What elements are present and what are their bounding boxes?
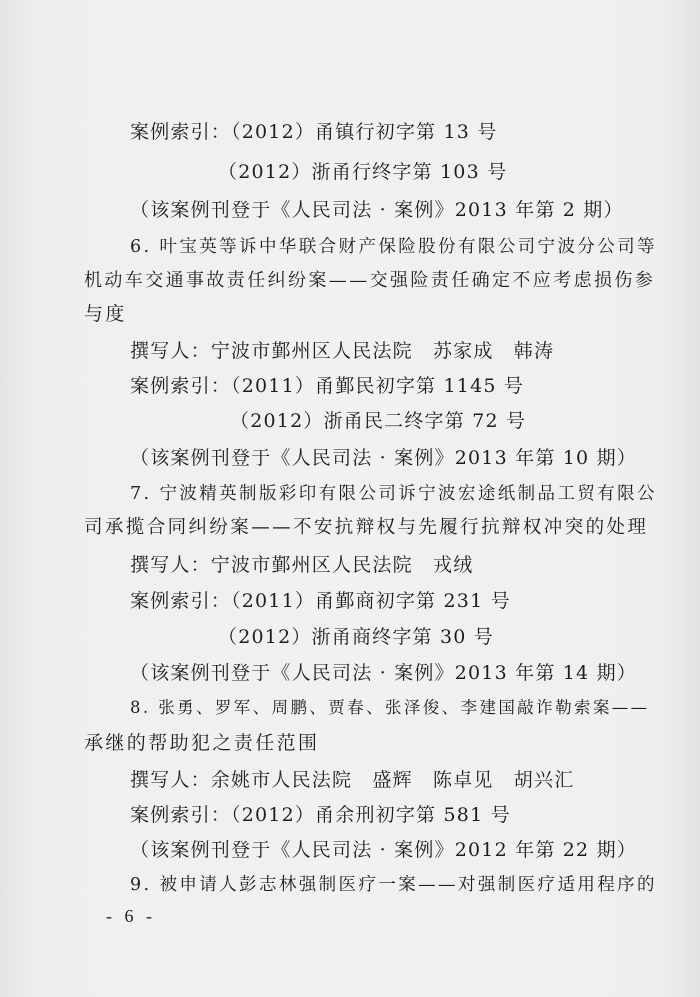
case-index-line: （2012）浙甬民二终字第 72 号	[230, 410, 527, 432]
publication-note: （该案例刊登于《人民司法 · 案例》2013 年第 2 期）	[130, 199, 624, 221]
publication-note: （该案例刊登于《人民司法 · 案例》2013 年第 14 期）	[130, 662, 637, 684]
case-title-line: 承继的帮助犯之责任范围	[84, 732, 320, 754]
case-index-line: 案例索引：（2011）甬鄞民初字第 1145 号	[130, 375, 525, 397]
case-index-line: （2012）浙甬商终字第 30 号	[218, 626, 495, 648]
case-title-line: 6. 叶宝英等诉中华联合财产保险股份有限公司宁波分公司等	[130, 237, 657, 257]
publication-note: （该案例刊登于《人民司法 · 案例》2012 年第 22 期）	[130, 839, 637, 861]
case-title-line: 机动车交通事故责任纠纷案——交强险责任确定不应考虑损伤参	[84, 270, 656, 291]
author-line: 撰写人：宁波市鄞州区人民法院 苏家成 韩涛	[130, 340, 555, 362]
publication-note: （该案例刊登于《人民司法 · 案例》2013 年第 10 期）	[130, 447, 637, 469]
case-index-line: 案例索引：（2012）甬余刑初字第 581 号	[130, 804, 511, 826]
case-index-line: 案例索引：（2012）甬镇行初字第 13 号	[130, 121, 498, 143]
case-title-line: 7. 宁波精英制版彩印有限公司诉宁波宏途纸制品工贸有限公	[130, 484, 657, 504]
case-title-line: 8. 张勇、罗军、周鹏、贾春、张泽俊、李建国敲诈勒索案——	[130, 698, 650, 717]
case-title-line: 司承揽合同纠纷案——不安抗辩权与先履行抗辩权冲突的处理	[84, 517, 649, 538]
case-index-line: （2012）浙甬行终字第 103 号	[218, 161, 508, 183]
case-title-line: 9. 被申请人彭志林强制医疗一案——对强制医疗适用程序的	[130, 875, 657, 895]
page-number: - 6 -	[106, 906, 156, 926]
author-line: 撰写人：余姚市人民法院 盛辉 陈卓见 胡兴汇	[130, 769, 575, 791]
author-line: 撰写人：宁波市鄞州区人民法院 戎绒	[130, 554, 474, 576]
case-index-line: 案例索引：（2011）甬鄞商初字第 231 号	[130, 590, 511, 612]
case-title-line: 与度	[84, 303, 127, 325]
